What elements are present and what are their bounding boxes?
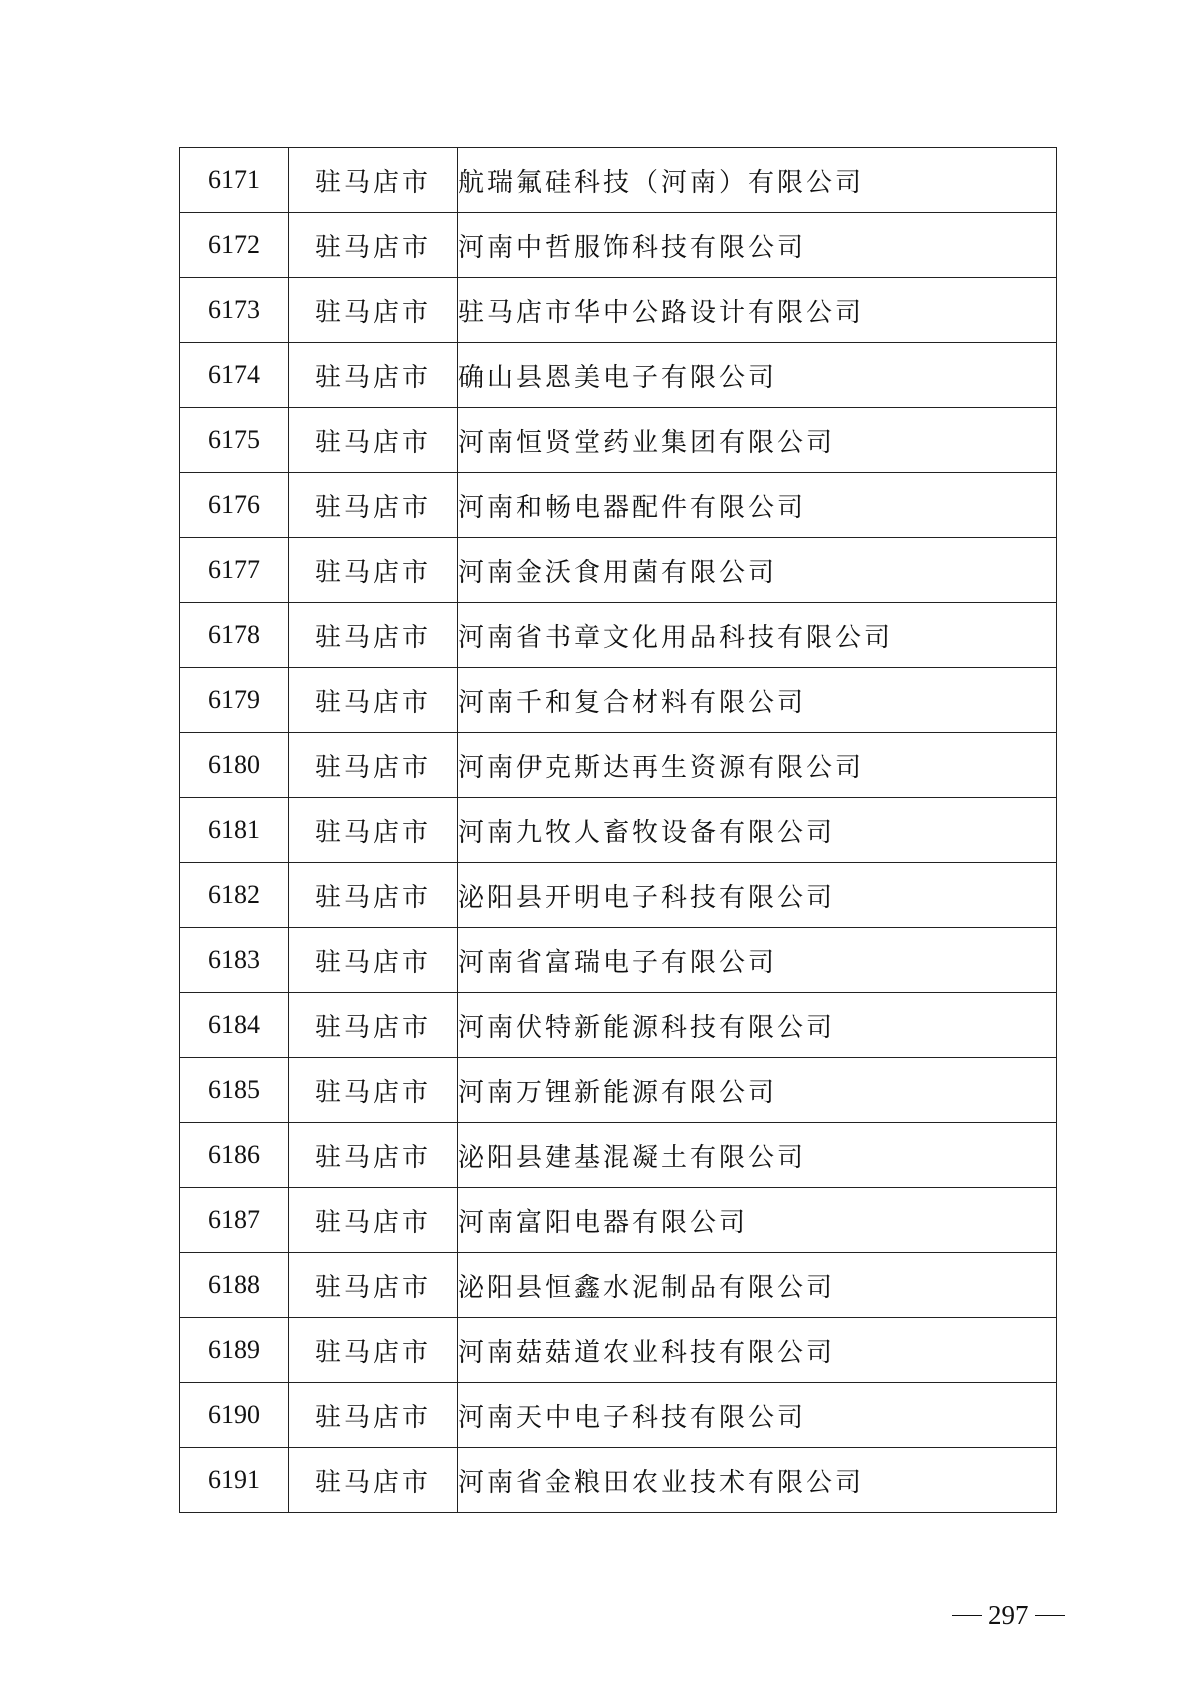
row-number: 6172	[180, 213, 289, 278]
row-number: 6181	[180, 798, 289, 863]
row-city: 驻马店市	[289, 278, 458, 343]
table-row	[180, 1123, 1057, 1188]
row-city: 驻马店市	[289, 1318, 458, 1383]
table-row	[180, 1188, 1057, 1253]
row-company-name: 河南富阳电器有限公司	[458, 1188, 1057, 1253]
table-row	[180, 993, 1057, 1058]
row-city: 驻马店市	[289, 343, 458, 408]
dash-right	[1035, 1615, 1065, 1616]
row-city: 驻马店市	[289, 668, 458, 733]
table-row	[180, 733, 1057, 798]
row-number: 6188	[180, 1253, 289, 1318]
row-company-name: 河南伏特新能源科技有限公司	[458, 993, 1057, 1058]
row-number: 6171	[180, 148, 289, 213]
row-company-name: 河南九牧人畜牧设备有限公司	[458, 798, 1057, 863]
table-row	[180, 1253, 1057, 1318]
row-company-name: 河南伊克斯达再生资源有限公司	[458, 733, 1057, 798]
row-city: 驻马店市	[289, 993, 458, 1058]
table-row	[180, 863, 1057, 928]
row-company-name: 泌阳县开明电子科技有限公司	[458, 863, 1057, 928]
row-number: 6187	[180, 1188, 289, 1253]
row-city: 驻马店市	[289, 603, 458, 668]
row-city: 驻马店市	[289, 538, 458, 603]
row-city: 驻马店市	[289, 1253, 458, 1318]
dash-left	[952, 1615, 982, 1616]
row-company-name: 河南恒贤堂药业集团有限公司	[458, 408, 1057, 473]
row-number: 6189	[180, 1318, 289, 1383]
row-company-name: 驻马店市华中公路设计有限公司	[458, 278, 1057, 343]
row-city: 驻马店市	[289, 798, 458, 863]
table-row	[180, 1318, 1057, 1383]
row-city: 驻马店市	[289, 148, 458, 213]
row-city: 驻马店市	[289, 863, 458, 928]
row-number: 6182	[180, 863, 289, 928]
row-city: 驻马店市	[289, 733, 458, 798]
page-footer	[946, 1600, 1071, 1631]
table-row	[180, 1383, 1057, 1448]
row-city: 驻马店市	[289, 1383, 458, 1448]
row-company-name: 泌阳县建基混凝土有限公司	[458, 1123, 1057, 1188]
row-number: 6186	[180, 1123, 289, 1188]
table-row	[180, 473, 1057, 538]
table-row	[180, 603, 1057, 668]
row-number: 6179	[180, 668, 289, 733]
row-number: 6184	[180, 993, 289, 1058]
page-number: 297	[988, 1600, 1029, 1630]
row-company-name: 河南菇菇道农业科技有限公司	[458, 1318, 1057, 1383]
row-company-name: 河南省金粮田农业技术有限公司	[458, 1448, 1057, 1513]
table-row	[180, 1058, 1057, 1123]
table-row	[180, 278, 1057, 343]
row-company-name: 河南金沃食用菌有限公司	[458, 538, 1057, 603]
row-number: 6177	[180, 538, 289, 603]
table-row	[180, 1448, 1057, 1513]
table-row	[180, 798, 1057, 863]
row-city: 驻马店市	[289, 408, 458, 473]
row-city: 驻马店市	[289, 1188, 458, 1253]
table-body	[180, 148, 1057, 1513]
row-city: 驻马店市	[289, 1448, 458, 1513]
row-number: 6178	[180, 603, 289, 668]
company-list-table	[179, 147, 1057, 1513]
row-city: 驻马店市	[289, 213, 458, 278]
row-company-name: 河南中哲服饰科技有限公司	[458, 213, 1057, 278]
row-company-name: 泌阳县恒鑫水泥制品有限公司	[458, 1253, 1057, 1318]
row-company-name: 河南万锂新能源有限公司	[458, 1058, 1057, 1123]
row-company-name: 确山县恩美电子有限公司	[458, 343, 1057, 408]
table-row	[180, 213, 1057, 278]
row-number: 6175	[180, 408, 289, 473]
row-number: 6174	[180, 343, 289, 408]
table-row	[180, 668, 1057, 733]
row-number: 6190	[180, 1383, 289, 1448]
row-city: 驻马店市	[289, 1123, 458, 1188]
row-city: 驻马店市	[289, 1058, 458, 1123]
row-company-name: 河南和畅电器配件有限公司	[458, 473, 1057, 538]
row-number: 6173	[180, 278, 289, 343]
row-number: 6183	[180, 928, 289, 993]
row-city: 驻马店市	[289, 928, 458, 993]
row-number: 6176	[180, 473, 289, 538]
row-company-name: 河南省书章文化用品科技有限公司	[458, 603, 1057, 668]
table-row	[180, 148, 1057, 213]
row-company-name: 河南千和复合材料有限公司	[458, 668, 1057, 733]
table-row	[180, 408, 1057, 473]
table-row	[180, 928, 1057, 993]
table-row	[180, 343, 1057, 408]
row-company-name: 航瑞氟硅科技（河南）有限公司	[458, 148, 1057, 213]
row-company-name: 河南省富瑞电子有限公司	[458, 928, 1057, 993]
row-company-name: 河南天中电子科技有限公司	[458, 1383, 1057, 1448]
row-number: 6191	[180, 1448, 289, 1513]
row-city: 驻马店市	[289, 473, 458, 538]
table-row	[180, 538, 1057, 603]
row-number: 6185	[180, 1058, 289, 1123]
row-number: 6180	[180, 733, 289, 798]
